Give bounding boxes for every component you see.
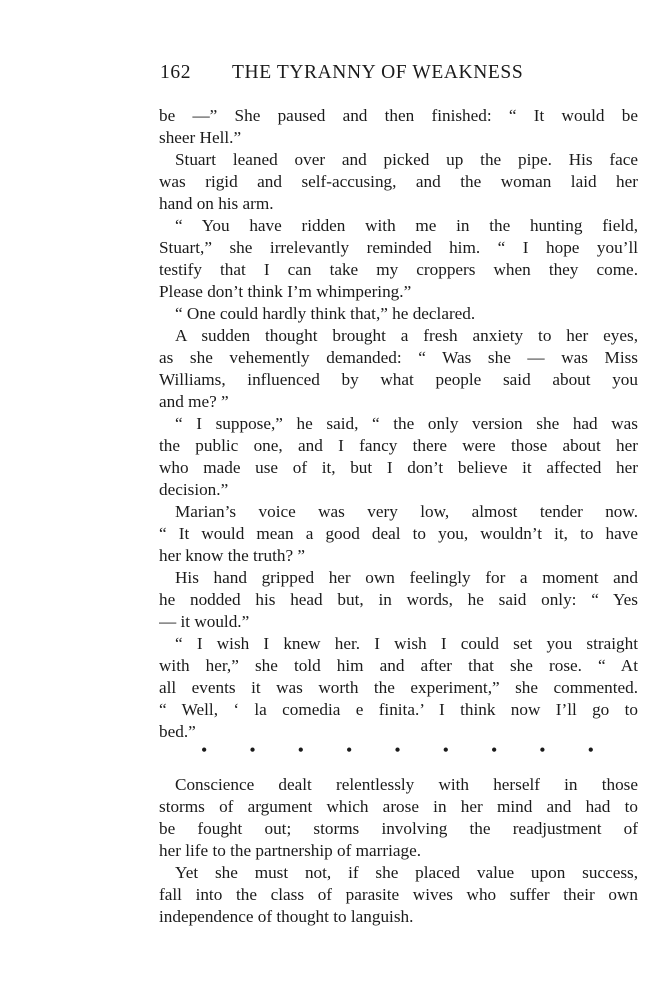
text-line: her know the truth? ” [159,546,306,565]
text-line: Marian’s voice was very low, almost tender now. [175,502,638,521]
running-header [160,62,638,88]
text-line: — it would.” [159,612,250,631]
text-line: independence of thought to languish. [159,907,414,926]
text-line: “ Well, ‘ la comedia e finita.’ I think now I’ll go to [159,700,638,719]
text-line: Stuart,” she irrelevantly reminded him. “ I hope you’ll [159,238,638,257]
text-line: “ I suppose,” he said, “ the only version she had was [175,414,638,433]
separator-dot: • [539,740,546,760]
running-title: THE TYRANNY OF WEAKNESS [232,62,524,83]
text-line: her life to the partnership of marriage. [159,841,422,860]
text-line: be fought out; storms involving the readjustment of [159,819,638,838]
text-line: he nodded his head but, in words, he said only: “ Yes [159,590,638,609]
text-line: “ You have ridden with me in the hunting field, [175,216,638,235]
text-line: Williams, influenced by what people said about you [159,370,638,389]
text-line: A sudden thought brought a fresh anxiety to her eyes, [175,326,638,345]
text-line: and me? ” [159,392,229,411]
text-line: be —” She paused and then finished: “ It would be [159,106,638,125]
text-line: was rigid and self-accusing, and the woman laid her [159,172,638,191]
text-line: the public one, and I fancy there were those about her [159,436,638,455]
text-line: with her,” she told him and after that she rose. “ At [159,656,638,675]
text-line: His hand gripped her own feelingly for a moment and [175,568,638,587]
text-line: hand on his arm. [159,194,274,213]
text-line: Conscience dealt relentlessly with herself in those [175,775,638,794]
text-line: Please don’t think I’m whimpering.” [159,282,412,301]
text-line: “ I wish I knew her. I wish I could set you straight [175,634,638,653]
separator-dot: • [201,740,208,760]
text-line: decision.” [159,480,229,499]
text-line: storms of argument which arose in her mind and had to [159,797,638,816]
text-line: Stuart leaned over and picked up the pipe. His face [175,150,638,169]
body-text [159,105,638,928]
separator-dot: • [345,740,353,760]
text-line: who made use of it, but I don’t believe it affected her [159,458,638,477]
section-separator [159,740,638,767]
separator-dot: • [442,740,449,760]
separator-dot: • [587,740,594,760]
text-line: “ One could hardly think that,” he declared. [175,304,476,323]
separator-dot: • [297,740,304,760]
text-line: fall into the class of parasite wives who suffer their own [159,885,638,904]
text-line: Yet she must not, if she placed value upon success, [175,863,638,882]
text-line: sheer Hell.” [159,128,242,147]
section-gap [159,767,638,774]
separator-dot: • [249,740,256,760]
text-line: testify that I can take my croppers when they come. [159,260,638,279]
separator-dot: • [394,740,401,760]
text-line: as she vehemently demanded: “ Was she — was Miss [159,348,638,367]
page-number: 162 [160,62,192,83]
text-line: all events it was worth the experiment,” she commented. [159,678,638,697]
separator-dot: • [490,740,498,760]
text-line: “ It would mean a good deal to you, wouldn’t it, to have [159,524,638,543]
text-line: bed.” [159,722,196,741]
